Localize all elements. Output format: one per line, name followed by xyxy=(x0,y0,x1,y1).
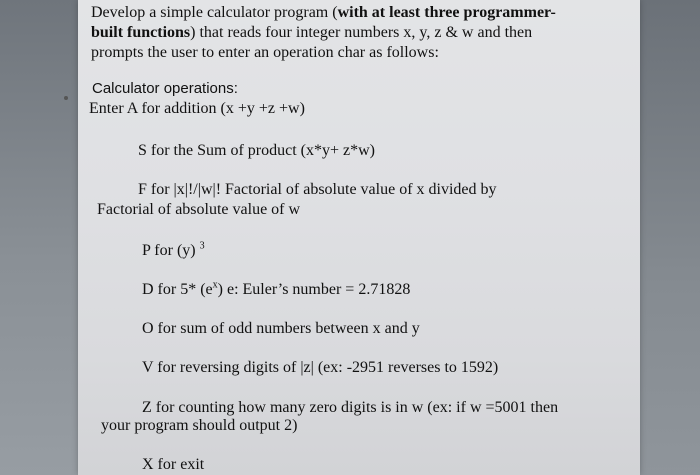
operation-x: X for exit xyxy=(142,456,205,473)
paper-sheet xyxy=(78,0,640,475)
operation-d xyxy=(142,280,410,300)
operation-f-line-1: F for |x|!/|w|! Factorial of absolute value of x divided by xyxy=(138,181,497,198)
background-left xyxy=(0,0,78,475)
operation-z-line-2: your program should output 2) xyxy=(101,417,298,434)
operation-f-line-2: Factorial of absolute value of w xyxy=(97,201,301,218)
intro-line-1 xyxy=(91,3,556,23)
dot-mark xyxy=(64,96,68,100)
operation-s: S for the Sum of product (x*y+ z*w) xyxy=(138,142,375,159)
operation-d-text: D for 5* (e xyxy=(142,281,213,298)
intro-line-2-bold: built functions xyxy=(91,24,191,41)
intro-line-3: prompts the user to enter an operation char as follows: xyxy=(91,44,439,61)
operation-p-text: P for (y) xyxy=(142,242,196,259)
operations-heading: Calculator operations: xyxy=(92,80,238,97)
intro-line-2 xyxy=(91,23,532,43)
operation-p-exponent: 3 xyxy=(199,240,205,252)
intro-line-2-text: ) that reads four integer numbers x, y, z & w and then xyxy=(190,24,533,41)
operation-p xyxy=(142,241,205,261)
operation-d-exponent: x xyxy=(212,279,218,291)
operation-v: V for reversing digits of |z| (ex: -2951 reverses to 1592) xyxy=(142,359,499,376)
operation-o: O for sum of odd numbers between x and y xyxy=(142,320,420,337)
operation-d-euler: ) e: Euler’s number = 2.71828 xyxy=(217,281,411,298)
operation-a: Enter A for addition (x +y +z +w) xyxy=(89,100,305,117)
intro-line-1-bold: with at least three programmer- xyxy=(337,4,556,21)
intro-line-1-text: Develop a simple calculator program ( xyxy=(91,4,338,21)
operation-z-line-1: Z for counting how many zero digits is in w (ex: if w =5001 then xyxy=(142,399,559,416)
background-right xyxy=(640,0,700,475)
